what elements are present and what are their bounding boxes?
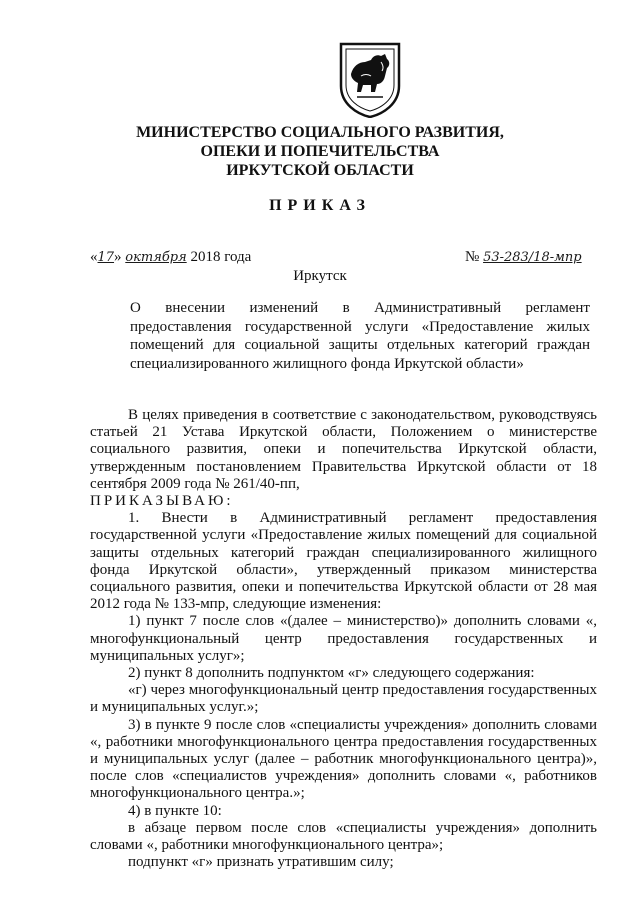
order-number bbox=[465, 249, 582, 266]
subitem-3-paragraph: 3) в пункте 9 после слов «специалисты учреждения» дополнить словами «, работники многофункционального центра предоставления государственных и муниципальных услуг (далее – работник многофункционального центра)», после слов «специалистов учреждения» дополнить словами «, работников многофункционального центра.»; bbox=[90, 716, 597, 802]
preamble-paragraph: В целях приведения в соответствие с законодательством, руководствуясь статьей 21 Устава Иркутской области, Положением о министерстве социального развития, опеки и попечительства Иркутской области, утвержденным постановлением Правительства Иркутской области от 18 сентября 2009 года № 261/40-пп, bbox=[90, 407, 597, 492]
subject-line: помещений для социальной защиты отдельных категорий граждан bbox=[130, 337, 590, 353]
subitem-4-paragraph: 4) в пункте 10: bbox=[128, 802, 222, 819]
subitem-2-paragraph: 2) пункт 8 дополнить подпунктом «г» следующего содержания: bbox=[128, 665, 535, 682]
number-sign: № bbox=[465, 249, 480, 265]
subitem-4-first-paragraph: в абзаце первом после слов «специалисты учреждения» дополнить словами «, работники многофункционального центра»; bbox=[90, 819, 597, 854]
subject-line: специализированного жилищного фонда Иркутской области» bbox=[130, 355, 524, 372]
coat-of-arms-icon bbox=[337, 40, 403, 118]
ministry-title-line2: ОПЕКИ И ПОПЕЧИТЕЛЬСТВА bbox=[200, 143, 440, 160]
ministry-title-line1: МИНИСТЕРСТВО СОЦИАЛЬНОГО РАЗВИТИЯ, bbox=[136, 124, 504, 141]
order-word: ПРИКАЗЫВАЮ: bbox=[90, 493, 234, 510]
subitem-4-second-paragraph: подпункт «г» признать утратившим силу; bbox=[128, 854, 394, 871]
subject-line: О внесении изменений в Административный регламент bbox=[130, 300, 590, 316]
document-type: ПРИКАЗ bbox=[269, 197, 371, 214]
order-subject bbox=[130, 299, 590, 373]
city: Иркутск bbox=[293, 268, 347, 284]
order-day: 17 bbox=[97, 250, 115, 265]
subject-line: предоставления государственной услуги «Предоставление жилых bbox=[130, 318, 590, 335]
subitem-1-paragraph: 1) пункт 7 после слов «(далее – министерство)» дополнить словами «, многофункциональный центр предоставления государственных и муниципальных услуг»; bbox=[90, 613, 597, 664]
ministry-title-line3: ИРКУТСКОЙ ОБЛАСТИ bbox=[226, 162, 414, 179]
subitem-2-text: «г) через многофункциональный центр предоставления государственных и муниципальных услуг.»; bbox=[90, 682, 597, 716]
order-year: 2018 года bbox=[190, 249, 252, 265]
order-month: октября bbox=[125, 250, 187, 265]
item-1-paragraph: 1. Внести в Административный регламент предоставления государственной услуги «Предоставление жилых помещений для социальной защиты отдельных категорий граждан специализированного жилищного фонда Иркутской области», утвержденный приказом министерства социального развития, опеки и попечительства Иркутской области от 28 мая 2012 года № 133-мпр, следующие изменения: bbox=[90, 510, 597, 613]
order-number-value: 53-283/18-мпр bbox=[483, 250, 582, 265]
order-date: «17» октября 2018 года bbox=[90, 249, 252, 265]
order-body bbox=[90, 407, 597, 871]
